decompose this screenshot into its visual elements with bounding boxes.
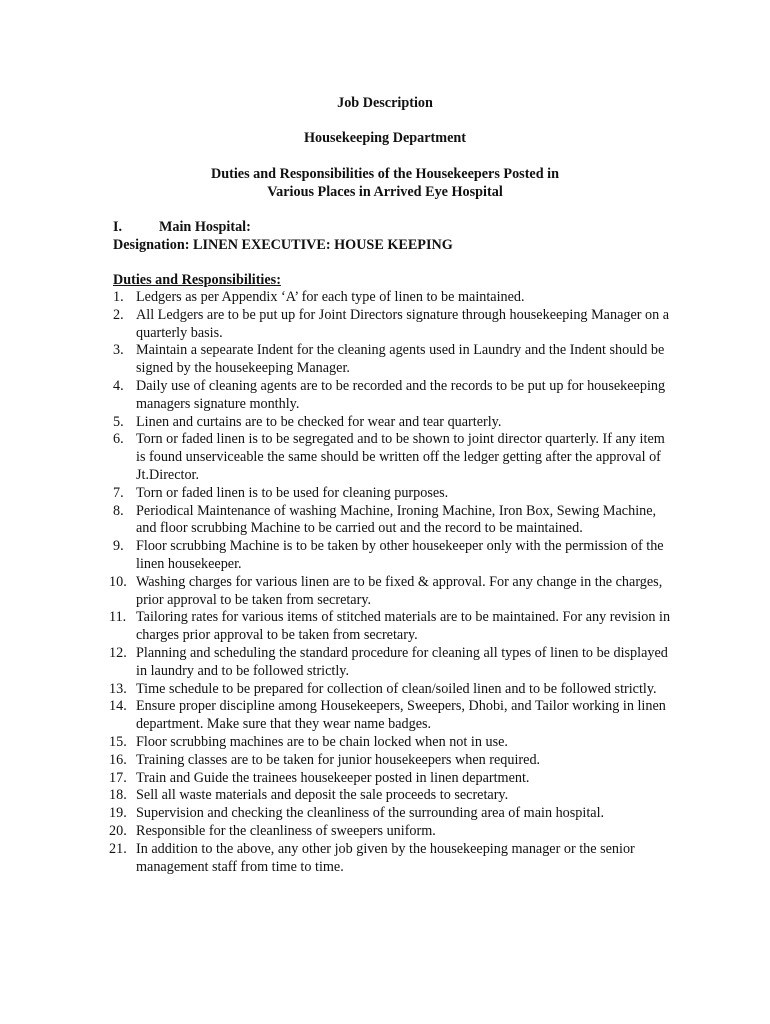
duty-text: Washing charges for various linen are to be fixed & approval. For any change in the charges, prior approval to be taken from secretary. bbox=[136, 573, 663, 608]
duty-number: 3. bbox=[113, 342, 124, 359]
duty-number: 20. bbox=[109, 822, 127, 839]
duties-list bbox=[109, 289, 673, 876]
duty-text: Floor scrubbing machines are to be chain locked when not in use. bbox=[136, 733, 508, 750]
duty-number: 8. bbox=[113, 502, 124, 519]
duty-item bbox=[113, 503, 673, 539]
department-heading: Housekeeping Department bbox=[304, 130, 466, 146]
duty-item bbox=[109, 680, 673, 699]
duty-number: 19. bbox=[109, 805, 127, 822]
duty-number: 2. bbox=[113, 306, 124, 323]
duty-item bbox=[113, 378, 673, 414]
duties-heading-line1: Duties and Responsibilities of the Housekeepers Posted in bbox=[210, 166, 559, 182]
duty-text: Sell all waste materials and deposit the sale proceeds to secretary. bbox=[136, 787, 509, 804]
duty-text: Floor scrubbing Machine is to be taken by other housekeeper only with the permission of the linen housekeeper. bbox=[136, 538, 664, 572]
duty-text: Train and Guide the trainees housekeeper posted in linen department. bbox=[136, 769, 530, 786]
duty-number: 11. bbox=[109, 609, 127, 626]
duty-item bbox=[109, 644, 673, 681]
duty-number: 18. bbox=[109, 787, 127, 804]
duty-item bbox=[109, 840, 673, 877]
duty-number: 12. bbox=[109, 644, 127, 661]
duty-item bbox=[109, 698, 673, 734]
duty-text: Ensure proper discipline among Housekeepers, Sweepers, Dhobi, and Tailor working in linen department. Make sure that they wear name badges. bbox=[136, 698, 666, 733]
duty-number: 13. bbox=[109, 680, 127, 697]
duty-item bbox=[109, 609, 673, 645]
duty-text: Tailoring rates for various items of stitched materials are to be maintained. For any revision in charges prior approval to be taken from secretary. bbox=[136, 609, 671, 644]
section-number: I. bbox=[113, 219, 123, 235]
duty-text: Ledgers as per Appendix ‘A’ for each type of linen to be maintained. bbox=[136, 289, 525, 305]
duty-item bbox=[113, 307, 673, 343]
duty-item bbox=[113, 538, 673, 574]
duty-item bbox=[113, 414, 673, 432]
duty-text: Daily use of cleaning agents are to be recorded and the records to be put up for housekeeping managers signature monthly. bbox=[136, 377, 666, 412]
duty-text: Torn or faded linen is to be used for cleaning purposes. bbox=[136, 484, 449, 501]
duty-text: Responsible for the cleanliness of sweepers uniform. bbox=[136, 822, 436, 839]
duty-number: 14. bbox=[109, 698, 127, 715]
duty-text: Torn or faded linen is to be segregated and to be shown to joint director quarterly. If any item is found unserviceable the same should be written off the ledger getting after the approval of Jt.Director. bbox=[136, 431, 665, 483]
duty-text: Supervision and checking the cleanliness of the surrounding area of main hospital. bbox=[136, 805, 605, 822]
duty-text: Training classes are to be taken for junior housekeepers when required. bbox=[136, 751, 541, 768]
duty-number: 10. bbox=[109, 573, 127, 590]
duty-text: All Ledgers are to be put up for Joint Directors signature through housekeeping Manager on a quarterly basis. bbox=[136, 306, 670, 341]
duty-item bbox=[113, 431, 673, 484]
section-title: Main Hospital: bbox=[159, 219, 251, 235]
duty-text: Time schedule to be prepared for collection of clean/soiled linen and to be followed strictly. bbox=[136, 680, 657, 697]
duty-item bbox=[113, 342, 673, 378]
duty-text: Maintain a sepearate Indent for the cleaning agents used in Laundry and the Indent should be signed by the housekeeping Manager. bbox=[136, 342, 665, 377]
duty-item bbox=[113, 289, 673, 307]
duty-item bbox=[109, 573, 673, 610]
duty-number: 7. bbox=[113, 484, 124, 501]
duties-heading-line2: Various Places in Arrived Eye Hospital bbox=[267, 184, 503, 200]
duty-number: 15. bbox=[109, 733, 127, 750]
duty-number: 4. bbox=[113, 377, 124, 394]
duty-text: Periodical Maintenance of washing Machine, Ironing Machine, Iron Box, Sewing Machine, and floor scrubbing Machine to be carried out and the record to be maintained. bbox=[136, 502, 657, 537]
duty-item bbox=[113, 485, 673, 503]
duty-number: 6. bbox=[113, 431, 124, 448]
duty-text: In addition to the above, any other job given by the housekeeping manager or the senior management staff from time to time. bbox=[136, 840, 635, 875]
duty-number: 16. bbox=[109, 751, 127, 768]
duty-number: 5. bbox=[113, 413, 124, 430]
designation-line: Designation: LINEN EXECUTIVE: HOUSE KEEPING bbox=[113, 237, 453, 253]
duties-subheading: Duties and Responsibilities: bbox=[113, 272, 281, 288]
duty-number: 17. bbox=[109, 769, 127, 786]
duty-text: Planning and scheduling the standard procedure for cleaning all types of linen to be displayed in laundry and to be followed strictly. bbox=[136, 644, 668, 679]
duty-item bbox=[109, 733, 673, 752]
duty-item bbox=[109, 822, 673, 841]
duty-item bbox=[109, 805, 673, 823]
duty-text: Linen and curtains are to be checked for wear and tear quarterly. bbox=[136, 413, 502, 430]
duty-number: 1. bbox=[113, 289, 124, 305]
duty-item bbox=[109, 751, 673, 770]
duty-item bbox=[109, 787, 673, 805]
document-title: Job Description bbox=[337, 95, 433, 111]
duty-number: 9. bbox=[113, 538, 124, 555]
duty-number: 21. bbox=[109, 840, 127, 857]
duty-item bbox=[109, 769, 673, 788]
